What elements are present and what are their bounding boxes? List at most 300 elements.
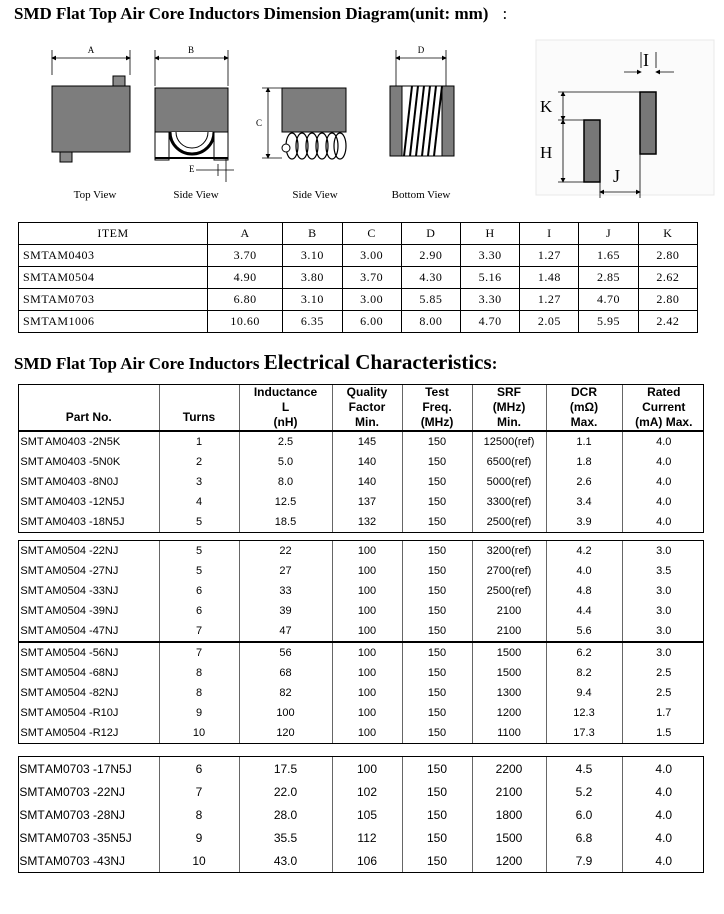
electrical-value-cell: 150 xyxy=(402,780,472,803)
electrical-value-cell: 140 xyxy=(332,472,402,492)
dim-header-i: I xyxy=(520,223,579,245)
dimension-value-cell: 2.05 xyxy=(520,311,579,333)
dimension-value-cell: 1.65 xyxy=(579,245,638,267)
electrical-value-cell: 150 xyxy=(402,432,472,452)
electrical-value-cell: 150 xyxy=(402,849,472,872)
electrical-value-cell: 47 xyxy=(239,621,332,641)
dimension-item-cell: SMTAM0403 xyxy=(19,245,208,267)
part-number-cell: AM0403 -8N0J xyxy=(45,476,119,488)
label-h: H xyxy=(540,143,553,162)
side-view-2-drawing xyxy=(256,88,346,201)
electrical-value-cell: 8.0 xyxy=(239,472,332,492)
dimension-diagram-title xyxy=(14,4,507,24)
part-number-cell: AM0703 -35N5J xyxy=(45,830,132,845)
electrical-value-cell: 5 xyxy=(159,561,239,581)
electrical-value-cell: 2.5 xyxy=(239,432,332,452)
electrical-value-cell: 100 xyxy=(239,703,332,723)
electrical-value-cell: 150 xyxy=(402,492,472,512)
dim-header-j: J xyxy=(579,223,638,245)
header-rated-l1: Rated xyxy=(647,385,681,399)
dimension-value-cell: 5.85 xyxy=(401,289,460,311)
electrical-value-cell: 5 xyxy=(159,512,239,532)
electrical-value-cell: 140 xyxy=(332,452,402,472)
dimension-table-body xyxy=(19,245,698,333)
electrical-row xyxy=(19,601,705,621)
dimension-value-cell: 3.10 xyxy=(283,289,342,311)
electrical-value-cell: 2200 xyxy=(472,757,546,780)
part-number-cell: AM0504 -22NJ xyxy=(45,545,119,557)
electrical-value-cell: 3300(ref) xyxy=(472,492,546,512)
electrical-value-cell: 8 xyxy=(159,683,239,703)
part-number-cell: AM0403 -2N5K xyxy=(45,436,121,448)
electrical-value-cell: 8.2 xyxy=(546,663,622,683)
electrical-value-cell: 4.5 xyxy=(546,757,622,780)
part-number-cell: AM0504 -27NJ xyxy=(45,565,119,577)
electrical-group xyxy=(18,431,704,533)
dimension-value-cell: 1.27 xyxy=(520,245,579,267)
top-view-label: Top View xyxy=(73,189,117,201)
electrical-row xyxy=(19,849,705,872)
part-number-cell: AM0703 -22NJ xyxy=(45,784,126,799)
part-number-cell: AM0504 -33NJ xyxy=(45,585,119,597)
electrical-value-cell: 150 xyxy=(402,541,472,561)
header-rated-l2: Current xyxy=(642,400,686,414)
dimension-row xyxy=(19,289,698,311)
electrical-value-cell: 1500 xyxy=(472,663,546,683)
label-a: A xyxy=(87,45,95,55)
dim-header-a: A xyxy=(207,223,282,245)
header-quality-l2: Factor xyxy=(348,400,386,414)
electrical-value-cell: 56 xyxy=(239,643,332,663)
header-turns: Turns xyxy=(159,385,239,430)
dimension-value-cell: 4.90 xyxy=(207,267,282,289)
electrical-value-cell: 1.5 xyxy=(622,723,705,743)
electrical-value-cell: 150 xyxy=(402,803,472,826)
electrical-value-cell: 7 xyxy=(159,621,239,641)
dimension-value-cell: 1.48 xyxy=(520,267,579,289)
electrical-value-cell: 2500(ref) xyxy=(472,581,546,601)
dim-header-k: K xyxy=(638,223,697,245)
electrical-value-cell: 3.4 xyxy=(546,492,622,512)
dimension-value-cell: 3.70 xyxy=(342,267,401,289)
header-test-l1: Test xyxy=(425,385,449,399)
electrical-title-prefix: SMD Flat Top Air Core Inductors xyxy=(14,354,264,373)
electrical-header xyxy=(18,384,704,431)
dimension-value-cell: 4.70 xyxy=(460,311,519,333)
part-number-cell: AM0504 -82NJ xyxy=(45,687,119,699)
dim-header-item: ITEM xyxy=(19,223,208,245)
electrical-value-cell: 7 xyxy=(159,780,239,803)
electrical-value-cell: 100 xyxy=(332,757,402,780)
electrical-value-cell: 106 xyxy=(332,849,402,872)
header-inductance-l2: L xyxy=(281,400,290,414)
dim-header-b: B xyxy=(283,223,342,245)
dimension-value-cell: 6.80 xyxy=(207,289,282,311)
label-e: E xyxy=(189,164,195,174)
part-prefix-cell: SMT xyxy=(20,545,44,557)
electrical-row xyxy=(19,452,705,472)
electrical-row xyxy=(19,512,705,532)
electrical-value-cell: 3200(ref) xyxy=(472,541,546,561)
electrical-value-cell: 2 xyxy=(159,452,239,472)
electrical-value-cell: 120 xyxy=(239,723,332,743)
dimension-value-cell: 2.80 xyxy=(638,245,697,267)
electrical-group xyxy=(18,540,704,642)
dimension-value-cell: 2.62 xyxy=(638,267,697,289)
side-view-1-label: Side View xyxy=(173,189,219,201)
header-srf-l3: Min. xyxy=(497,415,522,429)
header-test-l3: (MHz) xyxy=(420,415,454,429)
label-b: B xyxy=(187,45,195,55)
electrical-value-cell: 2100 xyxy=(472,780,546,803)
dimension-item-cell: SMTAM0703 xyxy=(19,289,208,311)
electrical-value-cell: 5.2 xyxy=(546,780,622,803)
dimension-row xyxy=(19,311,698,333)
part-prefix-cell: SMT xyxy=(20,476,44,488)
electrical-value-cell: 7.9 xyxy=(546,849,622,872)
electrical-row xyxy=(19,621,705,641)
electrical-value-cell: 100 xyxy=(332,541,402,561)
electrical-row xyxy=(19,643,705,663)
electrical-value-cell: 100 xyxy=(332,581,402,601)
header-quality-l3: Min. xyxy=(355,415,380,429)
electrical-value-cell: 100 xyxy=(332,723,402,743)
dimension-value-cell: 8.00 xyxy=(401,311,460,333)
part-prefix-cell: SMT xyxy=(19,807,45,822)
electrical-value-cell: 3.0 xyxy=(622,601,705,621)
header-part-no: Part No. xyxy=(65,410,112,424)
electrical-value-cell: 1200 xyxy=(472,849,546,872)
part-number-cell: AM0504 -R12J xyxy=(45,727,119,739)
part-prefix-cell: SMT xyxy=(20,727,44,739)
electrical-value-cell: 112 xyxy=(332,826,402,849)
title-colon: : xyxy=(502,4,508,23)
electrical-value-cell: 1500 xyxy=(472,643,546,663)
electrical-value-cell: 3.0 xyxy=(622,581,705,601)
electrical-value-cell: 150 xyxy=(402,643,472,663)
electrical-value-cell: 27 xyxy=(239,561,332,581)
dimension-value-cell: 3.30 xyxy=(460,245,519,267)
part-prefix-cell: SMT xyxy=(20,456,44,468)
electrical-value-cell: 4.0 xyxy=(622,757,705,780)
side-view-2-label: Side View xyxy=(292,189,338,201)
electrical-value-cell: 17.5 xyxy=(239,757,332,780)
dimension-drawings xyxy=(0,30,724,218)
electrical-value-cell: 1.1 xyxy=(546,432,622,452)
electrical-value-cell: 2.5 xyxy=(622,683,705,703)
part-number-cell: AM0403 -18N5J xyxy=(45,516,125,528)
electrical-value-cell: 6 xyxy=(159,757,239,780)
electrical-value-cell: 102 xyxy=(332,780,402,803)
dimension-value-cell: 6.35 xyxy=(283,311,342,333)
electrical-value-cell: 3.5 xyxy=(622,561,705,581)
electrical-value-cell: 2100 xyxy=(472,621,546,641)
electrical-value-cell: 3.0 xyxy=(622,541,705,561)
header-dcr-l3: Max. xyxy=(570,415,598,429)
electrical-value-cell: 9.4 xyxy=(546,683,622,703)
dimension-header-row xyxy=(19,223,698,245)
electrical-value-cell: 17.3 xyxy=(546,723,622,743)
dimension-row xyxy=(19,267,698,289)
electrical-value-cell: 4.0 xyxy=(546,561,622,581)
electrical-group xyxy=(18,642,704,744)
dimension-value-cell: 3.10 xyxy=(283,245,342,267)
electrical-row xyxy=(19,723,705,743)
electrical-value-cell: 4.0 xyxy=(622,803,705,826)
electrical-value-cell: 3 xyxy=(159,472,239,492)
electrical-value-cell: 100 xyxy=(332,683,402,703)
electrical-value-cell: 1300 xyxy=(472,683,546,703)
electrical-title-main: Electrical Characteristics xyxy=(263,350,492,374)
electrical-value-cell: 150 xyxy=(402,601,472,621)
electrical-value-cell: 150 xyxy=(402,663,472,683)
header-rated-l3: (mA) Max. xyxy=(635,415,693,429)
header-srf xyxy=(472,385,546,430)
electrical-value-cell: 4.0 xyxy=(622,432,705,452)
electrical-value-cell: 5.6 xyxy=(546,621,622,641)
part-prefix-cell: SMT xyxy=(19,830,45,845)
electrical-value-cell: 150 xyxy=(402,621,472,641)
electrical-groups xyxy=(18,431,704,873)
electrical-value-cell: 1.8 xyxy=(546,452,622,472)
dimension-row xyxy=(19,245,698,267)
electrical-value-cell: 150 xyxy=(402,683,472,703)
electrical-value-cell: 4.8 xyxy=(546,581,622,601)
dimension-value-cell: 10.60 xyxy=(207,311,282,333)
electrical-value-cell: 6 xyxy=(159,601,239,621)
electrical-value-cell: 150 xyxy=(402,723,472,743)
electrical-row xyxy=(19,826,705,849)
electrical-value-cell: 137 xyxy=(332,492,402,512)
electrical-value-cell: 1 xyxy=(159,432,239,452)
electrical-value-cell: 5000(ref) xyxy=(472,472,546,492)
electrical-value-cell: 8 xyxy=(159,663,239,683)
electrical-row xyxy=(19,803,705,826)
electrical-value-cell: 6.0 xyxy=(546,803,622,826)
dimension-value-cell: 1.27 xyxy=(520,289,579,311)
electrical-value-cell: 4.0 xyxy=(622,472,705,492)
dimension-value-cell: 2.85 xyxy=(579,267,638,289)
part-prefix-cell: SMT xyxy=(20,625,44,637)
electrical-value-cell: 6500(ref) xyxy=(472,452,546,472)
electrical-row xyxy=(19,757,705,780)
header-test-l2: Freq. xyxy=(422,400,452,414)
part-prefix-cell: SMT xyxy=(20,707,44,719)
electrical-value-cell: 2.6 xyxy=(546,472,622,492)
part-number-cell: AM0504 -56NJ xyxy=(45,647,119,659)
electrical-row xyxy=(19,703,705,723)
bottom-view-label: Bottom View xyxy=(391,189,451,201)
header-inductance-l1: Inductance xyxy=(253,385,318,399)
header-test-freq xyxy=(402,385,472,430)
electrical-value-cell: 100 xyxy=(332,663,402,683)
dimension-value-cell: 3.70 xyxy=(207,245,282,267)
electrical-row xyxy=(19,561,705,581)
electrical-value-cell: 4.0 xyxy=(622,452,705,472)
dimension-value-cell: 4.70 xyxy=(579,289,638,311)
electrical-value-cell: 100 xyxy=(332,703,402,723)
electrical-value-cell: 8 xyxy=(159,803,239,826)
header-inductance xyxy=(239,385,332,430)
electrical-value-cell: 3.0 xyxy=(622,643,705,663)
electrical-value-cell: 1500 xyxy=(472,826,546,849)
part-number-cell: AM0403 -5N0K xyxy=(45,456,121,468)
electrical-value-cell: 6.2 xyxy=(546,643,622,663)
header-inductance-l3: (nH) xyxy=(273,415,298,429)
dim-header-d: D xyxy=(401,223,460,245)
electrical-value-cell: 1.7 xyxy=(622,703,705,723)
electrical-value-cell: 9 xyxy=(159,826,239,849)
electrical-value-cell: 12.5 xyxy=(239,492,332,512)
electrical-value-cell: 2500(ref) xyxy=(472,512,546,532)
electrical-value-cell: 105 xyxy=(332,803,402,826)
part-prefix-cell: SMT xyxy=(20,516,44,528)
electrical-row xyxy=(19,541,705,561)
label-d: D xyxy=(417,45,425,55)
electrical-value-cell: 9 xyxy=(159,703,239,723)
dimension-value-cell: 3.00 xyxy=(342,289,401,311)
electrical-row xyxy=(19,432,705,452)
part-prefix-cell: SMT xyxy=(20,585,44,597)
electrical-row xyxy=(19,780,705,803)
electrical-value-cell: 4.2 xyxy=(546,541,622,561)
electrical-value-cell: 3.0 xyxy=(622,621,705,641)
part-number-cell: AM0703 -28NJ xyxy=(45,807,126,822)
header-srf-l1: SRF xyxy=(497,385,522,399)
dimension-table xyxy=(18,222,698,333)
electrical-row xyxy=(19,472,705,492)
electrical-value-cell: 12.3 xyxy=(546,703,622,723)
dimension-value-cell: 3.00 xyxy=(342,245,401,267)
electrical-value-cell: 100 xyxy=(332,561,402,581)
top-view-drawing xyxy=(52,45,130,201)
electrical-group xyxy=(18,756,704,873)
electrical-row xyxy=(19,663,705,683)
part-prefix-cell: SMT xyxy=(20,565,44,577)
part-prefix-cell: SMT xyxy=(20,647,44,659)
electrical-value-cell: 100 xyxy=(332,601,402,621)
electrical-value-cell: 18.5 xyxy=(239,512,332,532)
dimension-value-cell: 5.95 xyxy=(579,311,638,333)
dimension-value-cell: 2.42 xyxy=(638,311,697,333)
electrical-value-cell: 43.0 xyxy=(239,849,332,872)
electrical-value-cell: 2.5 xyxy=(622,663,705,683)
electrical-value-cell: 4.0 xyxy=(622,826,705,849)
electrical-row xyxy=(19,492,705,512)
electrical-value-cell: 35.5 xyxy=(239,826,332,849)
electrical-value-cell: 1100 xyxy=(472,723,546,743)
electrical-value-cell: 22 xyxy=(239,541,332,561)
electrical-value-cell: 4.0 xyxy=(622,780,705,803)
dimension-value-cell: 3.30 xyxy=(460,289,519,311)
electrical-value-cell: 2100 xyxy=(472,601,546,621)
label-i: I xyxy=(643,50,649,70)
dimension-title-text: SMD Flat Top Air Core Inductors Dimension Diagram(unit: mm) xyxy=(14,4,489,23)
header-rated-current xyxy=(622,385,705,430)
electrical-value-cell: 10 xyxy=(159,723,239,743)
part-number-cell: AM0504 -47NJ xyxy=(45,625,119,637)
electrical-value-cell: 33 xyxy=(239,581,332,601)
header-dcr-l2: (mΩ) xyxy=(569,400,599,414)
dimension-value-cell: 5.16 xyxy=(460,267,519,289)
electrical-row xyxy=(19,581,705,601)
part-prefix-cell: SMT xyxy=(20,436,44,448)
header-dcr-l1: DCR xyxy=(571,385,598,399)
part-number-cell: AM0504 -39NJ xyxy=(45,605,119,617)
part-prefix-cell: SMT xyxy=(20,496,44,508)
dimension-item-cell: SMTAM0504 xyxy=(19,267,208,289)
electrical-value-cell: 4.0 xyxy=(622,492,705,512)
part-prefix-cell: SMT xyxy=(19,853,45,868)
electrical-value-cell: 5 xyxy=(159,541,239,561)
electrical-value-cell: 22.0 xyxy=(239,780,332,803)
electrical-value-cell: 4.4 xyxy=(546,601,622,621)
part-number-cell: AM0703 -43NJ xyxy=(45,853,126,868)
electrical-table xyxy=(18,384,704,873)
header-quality xyxy=(332,385,402,430)
part-prefix-cell: SMT xyxy=(20,667,44,679)
electrical-value-cell: 2700(ref) xyxy=(472,561,546,581)
dimension-value-cell: 6.00 xyxy=(342,311,401,333)
electrical-value-cell: 68 xyxy=(239,663,332,683)
electrical-value-cell: 82 xyxy=(239,683,332,703)
dim-header-c: C xyxy=(342,223,401,245)
electrical-value-cell: 1200 xyxy=(472,703,546,723)
electrical-value-cell: 4 xyxy=(159,492,239,512)
electrical-title xyxy=(14,350,497,375)
electrical-title-suffix: : xyxy=(491,354,498,373)
electrical-value-cell: 39 xyxy=(239,601,332,621)
part-number-cell: AM0504 -68NJ xyxy=(45,667,119,679)
dimension-value-cell: 2.80 xyxy=(638,289,697,311)
dimension-value-cell: 2.90 xyxy=(401,245,460,267)
electrical-value-cell: 4.0 xyxy=(622,512,705,532)
electrical-value-cell: 132 xyxy=(332,512,402,532)
part-prefix-cell: SMT xyxy=(19,784,45,799)
electrical-value-cell: 150 xyxy=(402,581,472,601)
part-number-cell: AM0703 -17N5J xyxy=(45,761,132,776)
electrical-value-cell: 12500(ref) xyxy=(472,432,546,452)
electrical-value-cell: 145 xyxy=(332,432,402,452)
dimension-item-cell: SMTAM1006 xyxy=(19,311,208,333)
part-prefix-cell: SMT xyxy=(20,687,44,699)
label-j: J xyxy=(613,166,621,186)
label-c: C xyxy=(256,118,263,128)
electrical-value-cell: 5.0 xyxy=(239,452,332,472)
part-prefix-cell: SMT xyxy=(19,761,45,776)
label-k: K xyxy=(540,97,553,116)
electrical-value-cell: 3.9 xyxy=(546,512,622,532)
electrical-value-cell: 4.0 xyxy=(622,849,705,872)
dimension-value-cell: 4.30 xyxy=(401,267,460,289)
electrical-value-cell: 150 xyxy=(402,452,472,472)
electrical-value-cell: 100 xyxy=(332,643,402,663)
electrical-value-cell: 150 xyxy=(402,703,472,723)
dimension-value-cell: 3.80 xyxy=(283,267,342,289)
electrical-value-cell: 150 xyxy=(402,826,472,849)
pad-layout-drawing xyxy=(536,40,714,198)
dim-header-h: H xyxy=(460,223,519,245)
electrical-value-cell: 6.8 xyxy=(546,826,622,849)
electrical-value-cell: 1800 xyxy=(472,803,546,826)
electrical-row xyxy=(19,683,705,703)
electrical-value-cell: 28.0 xyxy=(239,803,332,826)
electrical-value-cell: 150 xyxy=(402,472,472,492)
electrical-value-cell: 6 xyxy=(159,581,239,601)
header-dcr xyxy=(546,385,622,430)
electrical-value-cell: 100 xyxy=(332,621,402,641)
electrical-value-cell: 150 xyxy=(402,561,472,581)
